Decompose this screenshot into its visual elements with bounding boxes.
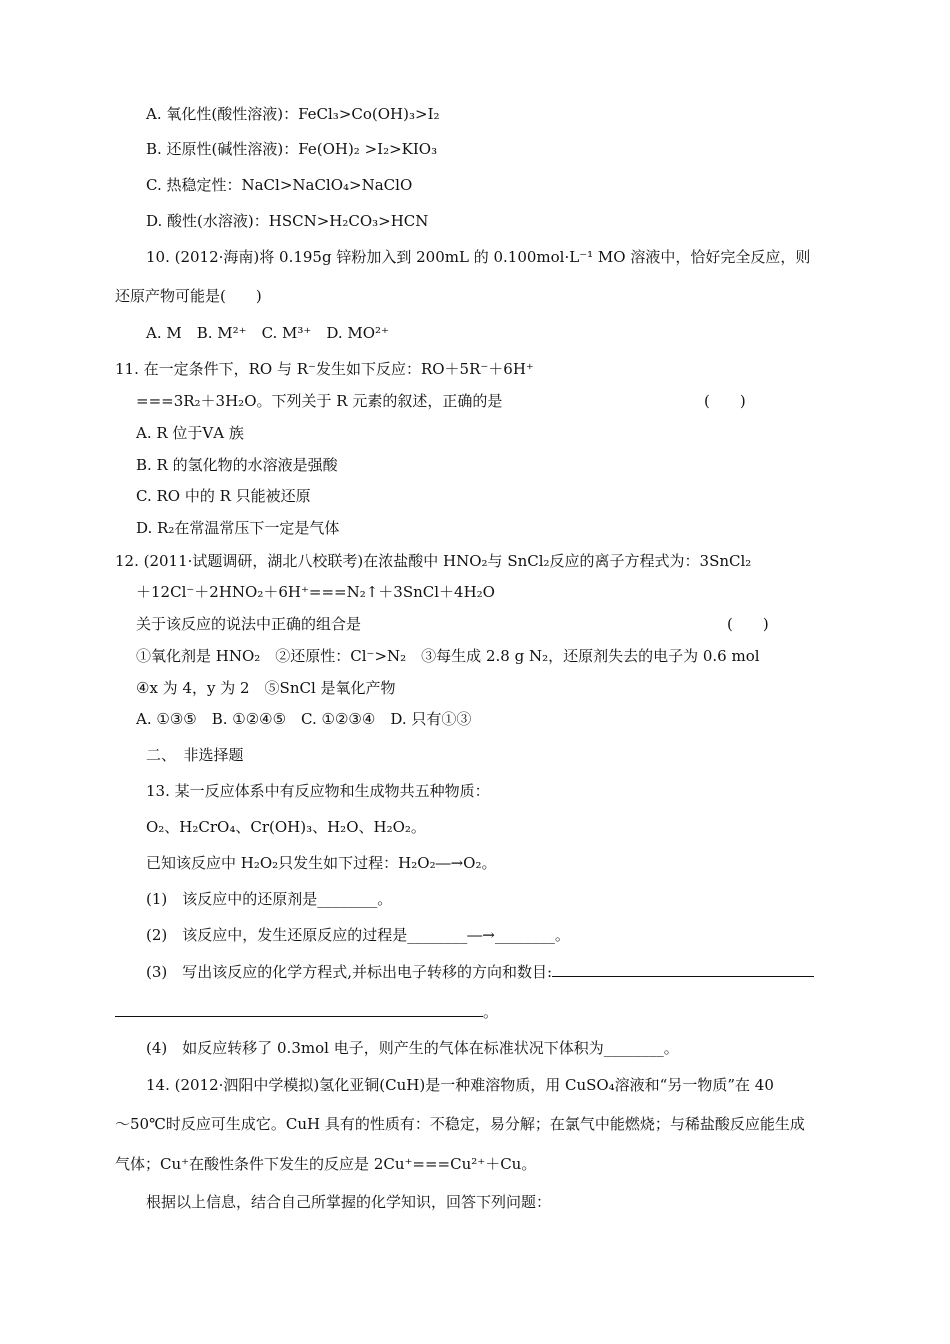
q11-option-d: D. R₂在常温常压下一定是气体 — [136, 519, 340, 537]
q9-option-a: A. 氧化性(酸性溶液)：FeCl₃>Co(OH)₃>I₂ — [146, 105, 440, 123]
q13-part4: (4) 如反应转移了 0.3mol 电子，则产生的气体在标准状况下体积为________。 — [146, 1039, 679, 1057]
q14-stem-line3: 气体；Cu⁺在酸性条件下发生的反应是 2Cu⁺===Cu²⁺＋Cu。 — [115, 1155, 537, 1173]
q13-part3-answer-blank[interactable] — [552, 962, 814, 977]
q11-stem-line1: 11. 在一定条件下，RO 与 R⁻发生如下反应：RO＋5R⁻＋6H⁺ — [115, 360, 534, 378]
q14-stem-line4: 根据以上信息，结合自己所掌握的化学知识，回答下列问题： — [146, 1193, 552, 1211]
q13-part3 — [146, 962, 814, 982]
q11-stem-line2: ===3R₂＋3H₂O。下列关于 R 元素的叙述，正确的是 — [136, 392, 503, 410]
q9-option-d: D. 酸性(水溶液)：HSCN>H₂CO₃>HCN — [146, 212, 429, 230]
q13-part2: (2) 该反应中，发生还原反应的过程是________―→________。 — [146, 926, 570, 944]
q11-option-b: B. R 的氢化物的水溶液是强酸 — [136, 456, 338, 474]
q13-process: 已知该反应中 H₂O₂只发生如下过程：H₂O₂―→O₂。 — [146, 854, 497, 872]
q13-part3-answer-blank-2[interactable] — [115, 1002, 483, 1017]
q9-option-b: B. 还原性(碱性溶液)：Fe(OH)₂ >I₂>KIO₃ — [146, 140, 438, 158]
q11-answer-bracket: ( ) — [704, 392, 746, 410]
q12-stem-line3: 关于该反应的说法中正确的组合是 — [136, 615, 362, 633]
q14-stem-line1: 14. (2012·泗阳中学模拟)氢化亚铜(CuH)是一种难溶物质，用 CuSO₄溶液和“另一物质”在 40 — [146, 1076, 774, 1094]
q13-part3-text: (3) 写出该反应的化学方程式,并标出电子转移的方向和数目: — [146, 963, 553, 981]
q12-equation: ＋12Cl⁻＋2HNO₂＋6H⁺===N₂↑＋3SnCl＋4H₂O — [136, 583, 495, 601]
q12-statements-line2: ④x 为 4，y 为 2 ⑤SnCl 是氧化产物 — [136, 679, 396, 697]
q13-part3-continuation — [115, 1002, 498, 1022]
q12-options: A. ①③⑤ B. ①②④⑤ C. ①②③④ D. 只有①③ — [136, 710, 472, 728]
q14-stem-line2: ～50℃时反应可生成它。CuH 具有的性质有：不稳定，易分解；在氯气中能燃烧；与稀盐酸反应能生成 — [115, 1115, 805, 1133]
q13-stem-line1: 13. 某一反应体系中有反应物和生成物共五种物质： — [146, 782, 490, 800]
section-heading: 二、 非选择题 — [146, 746, 244, 764]
q11-option-c: C. RO 中的 R 只能被还原 — [136, 487, 311, 505]
q13-part3-end: 。 — [483, 1003, 499, 1021]
q12-stem-line1: 12. (2011·试题调研，湖北八校联考)在浓盐酸中 HNO₂与 SnCl₂反应的离子方程式为：3SnCl₂ — [115, 552, 752, 570]
q10-options: A. M B. M²⁺ C. M³⁺ D. MO²⁺ — [146, 324, 389, 342]
q13-part1: (1) 该反应中的还原剂是________。 — [146, 890, 393, 908]
q13-substances: O₂、H₂CrO₄、Cr(OH)₃、H₂O、H₂O₂。 — [146, 818, 426, 836]
q10-stem-line1: 10. (2012·海南)将 0.195g 锌粉加入到 200mL 的 0.100mol·L⁻¹ MO 溶液中，恰好完全反应，则 — [146, 248, 811, 266]
q11-option-a: A. R 位于ⅤA 族 — [136, 424, 244, 442]
q9-option-c: C. 热稳定性：NaCl>NaClO₄>NaClO — [146, 176, 413, 194]
q12-statements-line1: ①氧化剂是 HNO₂ ②还原性：Cl⁻>N₂ ③每生成 2.8 g N₂，还原剂失去的电子为 0.6 mol — [136, 647, 760, 665]
q12-answer-bracket: ( ) — [727, 615, 769, 633]
q10-stem-line2: 还原产物可能是( ) — [115, 287, 262, 305]
